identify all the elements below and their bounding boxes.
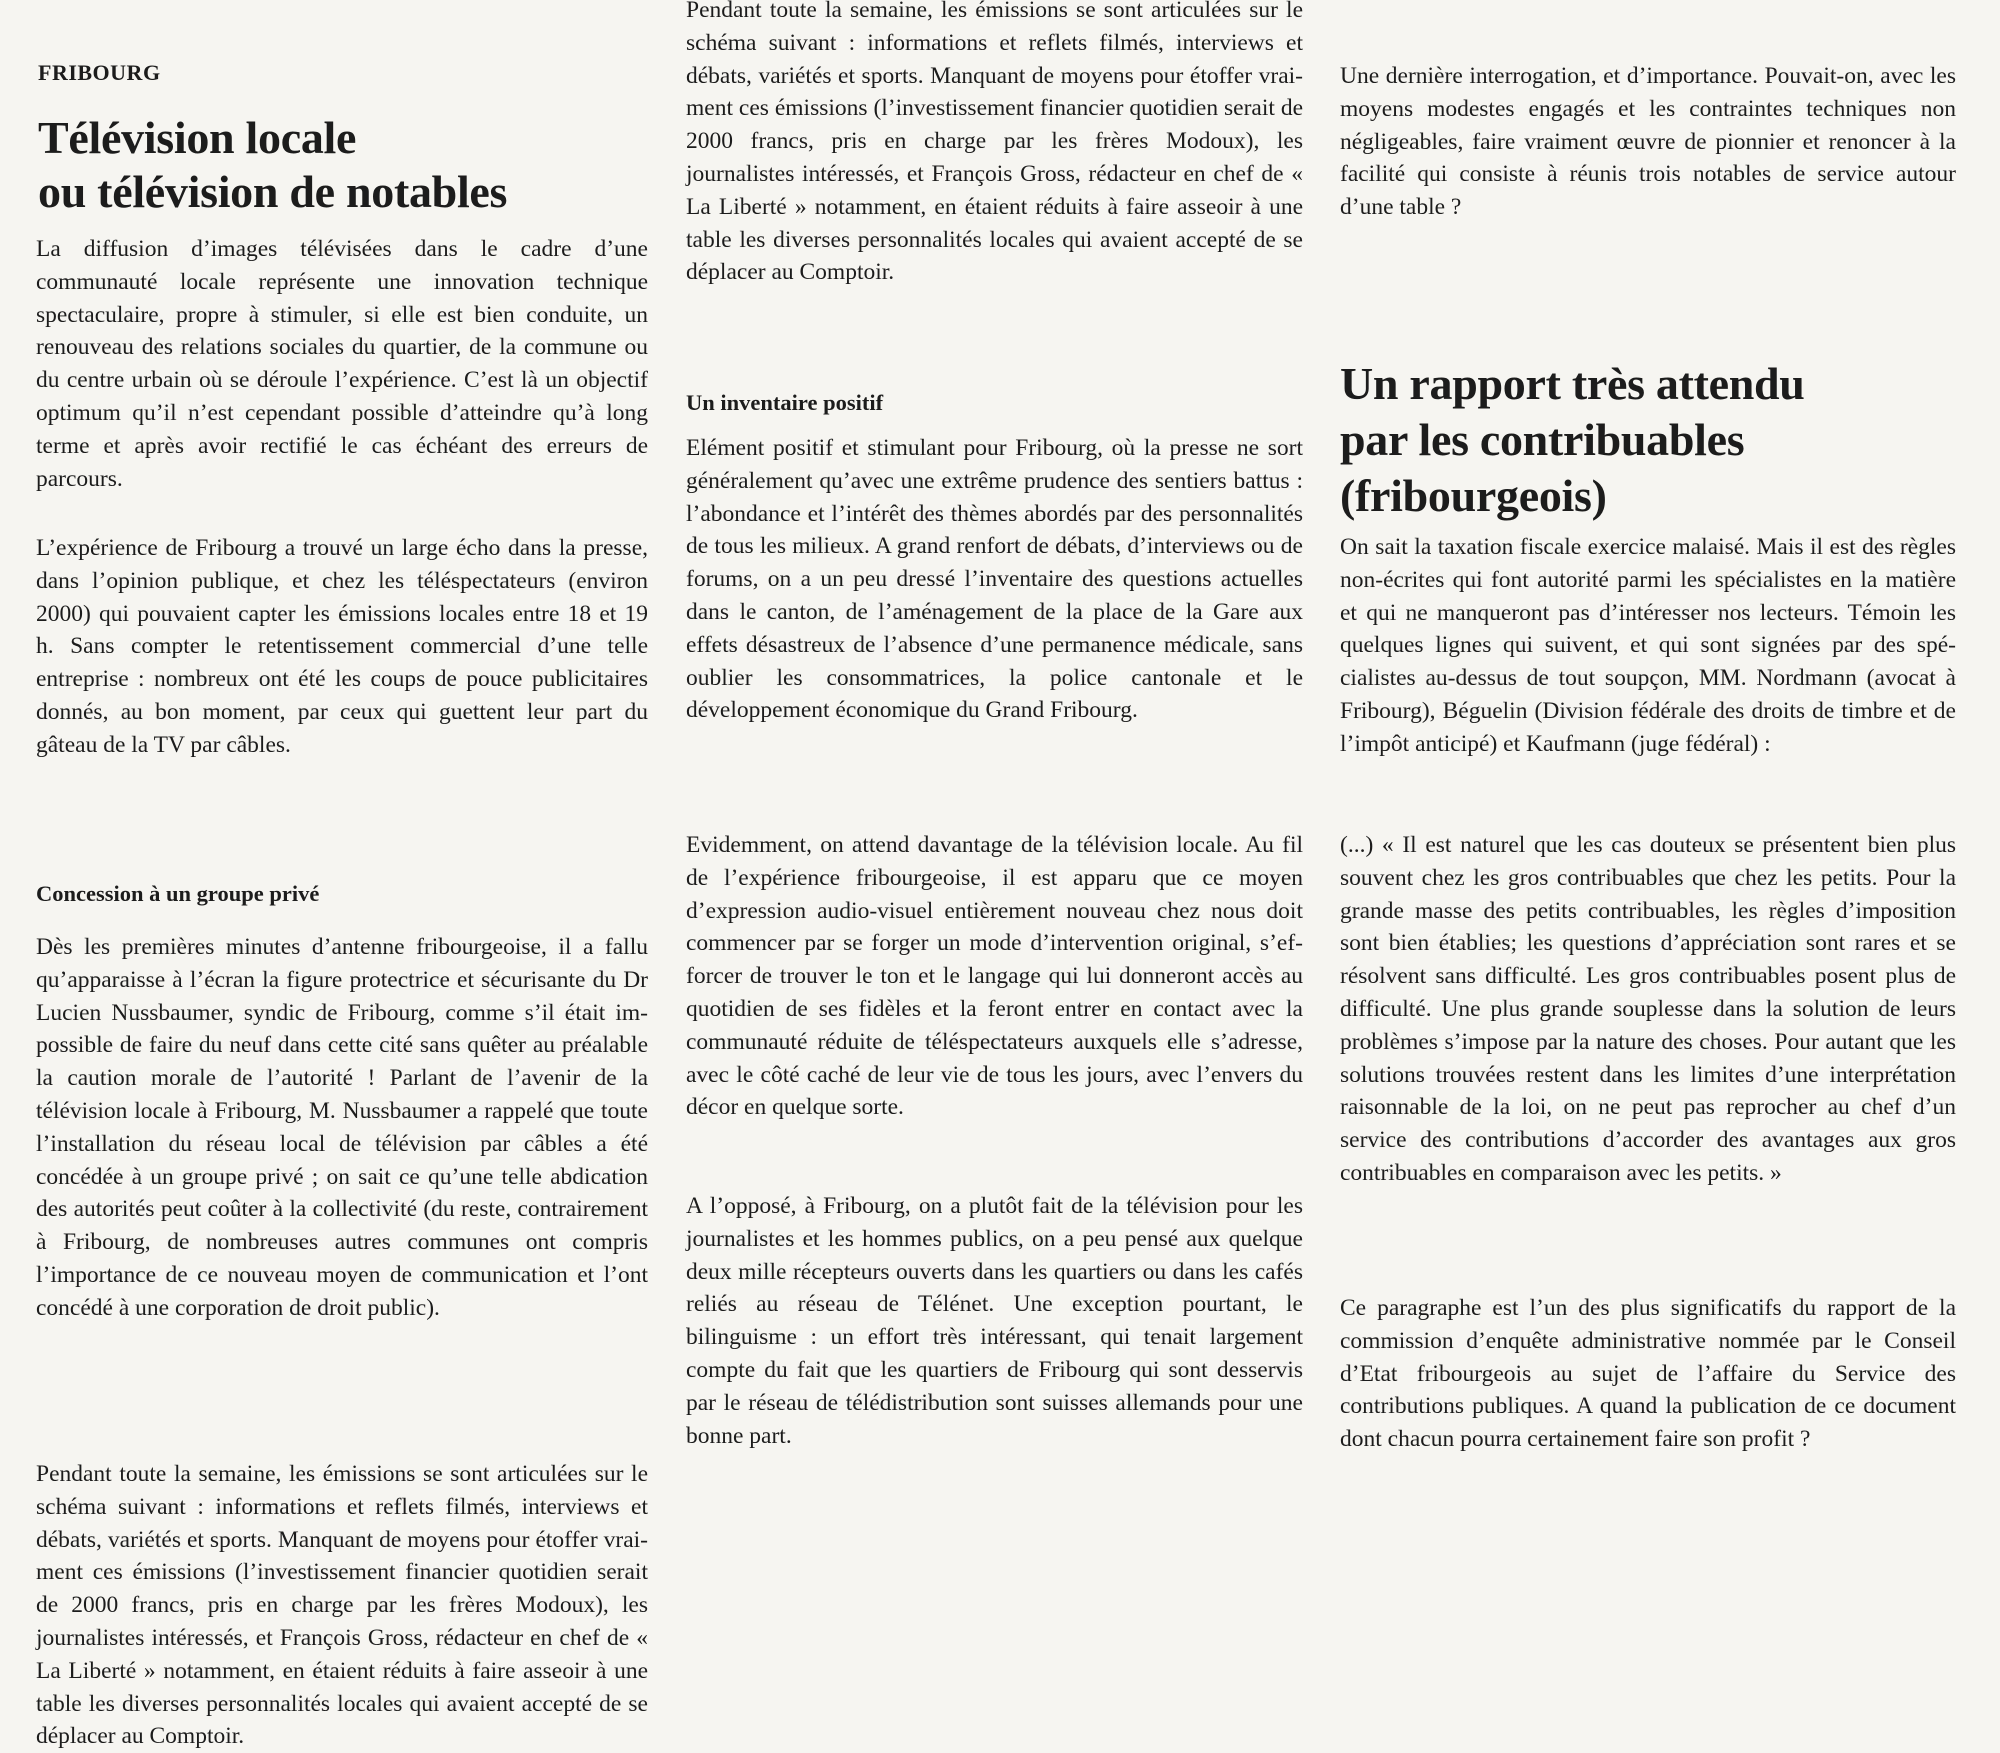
article1-subheading-2: Un inventaire positif	[686, 390, 884, 415]
column-2	[686, 0, 1303, 1572]
article1-paragraph-2: L’expérience de Fribourg a trouvé un large écho dans la presse, dans l’opinion publique, et chez les téléspectateurs (environ 2000) qui pouvaient capter les émissions locales entre 18 et 19 h. Sans compter le retentissement commercial d’une telle entreprise : nombreux ont été les coups de pouce publicitaires donnés, au bon moment, par ceux qui guettent leur part du gâteau de la TV par câbles.	[36, 535, 648, 758]
article1-paragraph-7: A l’opposé, à Fribourg, on a plutôt fait de la télévision pour les journalistes et les hommes publics, on a peu pensé aux quelque deux mille récepteurs ouverts dans les quartiers ou dans les cafés reliés au réseau de Télénet. Une exception pourtant, le bilinguisme : un effort très intéressant, qui tenait largement compte du fait que les quartiers de Fribourg qui sont desservis par le réseau de télédistribution sont suisses allemands pour une bonne part.	[686, 1193, 1303, 1449]
article2-paragraph-1: On sait la taxation fiscale exercice malaisé. Mais il est des règles non-écrites qui font autorité parmi les spécialistes en la matière et qui ne manqueront pas d’intéresser nos lecteurs. Témoin les quelques lignes qui suivent, et qui sont signées par des spécialistes au-dessus de tout soupçon, MM. Nordmann (avocat à Fribourg), Béguelin (Division fédérale des droits de timbre et de l’impôt anticipé) et Kaufmann (juge fédéral) :	[1340, 534, 1956, 757]
article2-paragraph-3: Ce paragraphe est l’un des plus significatifs du rapport de la commission d’enquête administrative nommée par le Conseil d’Etat fribourgeois au sujet de l’affaire du Service des contributions publiques. A quand la publication de ce document dont chacun pourra certainement faire son profit ?	[1340, 1295, 1956, 1453]
article1-paragraph-4-continued	[686, 0, 1303, 362]
article1-intro-paragraph: La diffusion d’images télévisées dans le cadre d’une communauté locale représente une innovation technique spectaculaire, propre à stimuler, si elle est bien conduite, un renouveau des relations sociales du quartier, de la commune ou du centre urbain où se déroule l’expérience. C’est là un objectif optimum qu’il n’est cependant possible d’atteindre qu’à long terme et après avoir rectifié le cas échéant des erreurs de parcours.	[36, 236, 648, 492]
article1-headline	[38, 111, 507, 219]
article1-paragraph-4-continued-text: Pendant toute la semaine, les émissions se sont articulées sur le schéma suivant : informations et reflets filmés, interviews et débats, variétés et sports. Manquant de moyens pour étoffer vraiment ces émissions (l’investissement financier quotidien serait de 2000 francs, pris en charge par les frères Modoux), les journalistes intéressés, et François Gross, rédacteur en chef de « La Liberté » notamment, en étaient réduits à faire asseoir à une table les diverses personnalités locales qui avaient accepté de se déplacer au Comptoir.	[686, 0, 1303, 286]
article2-headline	[1340, 356, 1805, 524]
article1-paragraph-3: Dès les premières minutes d’antenne fribourgeoise, il a fallu qu’apparaisse à l’écran la figure protectrice et sécurisante du Dr Lucien Nussbaumer, syndic de Fribourg, comme s’il était impossible de faire du neuf dans cette cité sans quêter au préalable la caution morale de l’autorité ! Parlant de l’avenir de la télévision locale à Fribourg, M. Nussbaumer a rappelé que toute l’installation du réseau local de télévision par câbles a été concédée à un groupe privé ; on sait ce qu’une telle abdication des autorités peut coûter à la collectivité (du reste, contrairement à Fribourg, de nombreuses autres communes ont compris l’importance de ce nouveau moyen de communication et l’ont concédé à une corporation de droit public).	[36, 934, 648, 1321]
article2-headline-line1: Un rapport très attendu	[1340, 358, 1805, 409]
article2-headline-line2: par les contribuables	[1340, 414, 1745, 465]
article1-paragraph-5: Elément positif et stimulant pour Fribourg, où la presse ne sort généralement qu’avec une extrême prudence des sentiers battus : l’abondance et l’intérêt des thèmes abordés par des personnalités de tous les milieux. A grand renfort de débats, d’interviews ou de forums, on a un peu dressé l’inventaire des questions actuelles dans le canton, de l’aménagement de la place de la Gare aux effets désastreux de l’absence d’une permanence médicale, sans oublier les consommatrices, la police cantonale et le développement économique du Grand Fribourg.	[686, 435, 1303, 724]
column-3	[1340, 0, 1956, 1572]
article1-paragraph-6: Evidemment, on attend davantage de la télévision locale. Au fil de l’expérience fribourgeoise, il est apparu que ce moyen d’expression audio-visuel entièrement nouveau chez nous doit commencer par se forger un mode d’intervention original, s’efforcer de trouver le ton et le langage qui lui donneront accès au quotidien de ses fidèles et la feront entrer en contact avec la communauté réduite de téléspectateurs auxquels elle s’adresse, avec le côté caché de leur vie de tous les jours, avec l’envers du décor en quelque sorte.	[686, 832, 1303, 1121]
section-kicker: FRIBOURG	[38, 60, 161, 85]
column-1	[36, 0, 648, 1750]
article1-headline-line2: ou télévision de notables	[38, 166, 508, 217]
article2-headline-line3: (fribourgeois)	[1340, 470, 1607, 521]
article1-paragraph-8: Une dernière interrogation, et d’importance. Pouvait-on, avec les moyens modestes engagés et les contraintes techniques non négligeables, faire vraiment œuvre de pionnier et renoncer à la facilité qui consiste à réunis trois notables de service autour d’une table ?	[1340, 63, 1956, 221]
article1-subheading-1: Concession à un groupe privé	[36, 881, 320, 906]
article2-quote-paragraph: (...) « Il est naturel que les cas douteux se présentent bien plus souvent chez les gros contribuables que chez les petits. Pour la grande masse des petits contribuables, les règles d’imposition sont bien établies; les questions d’appréciation sont rares et se résolvent sans difficulté. Les gros contribuables posent plus de difficulté. Une plus grande souplesse dans la solution de leurs problèmes s’impose par la nature des choses. Pour autant que les solutions trouvées restent dans les limites d’une interprétation raisonnable de la loi, on ne peut pas reprocher au chef d’un service des contributions d’accorder des avantages aux gros contribuables en comparaison avec les petits. »	[1340, 832, 1956, 1186]
article1-paragraph-4: Pendant toute la semaine, les émissions se sont articulées sur le schéma suivant : informations et reflets filmés, interviews et débats, variétés et sports. Manquant de moyens pour étoffer vraiment ces émissions (l’investissement financier quotidien serait de 2000 francs, pris en charge par les frères Modoux), les journalistes intéressés, et François Gross, rédacteur en chef de « La Liberté » notamment, en étaient réduits à faire asseoir à une table les diverses personnalités locales qui avaient accepté de se déplacer au Comptoir.	[36, 1461, 648, 1750]
article1-headline-line1: Télévision locale	[38, 112, 357, 163]
